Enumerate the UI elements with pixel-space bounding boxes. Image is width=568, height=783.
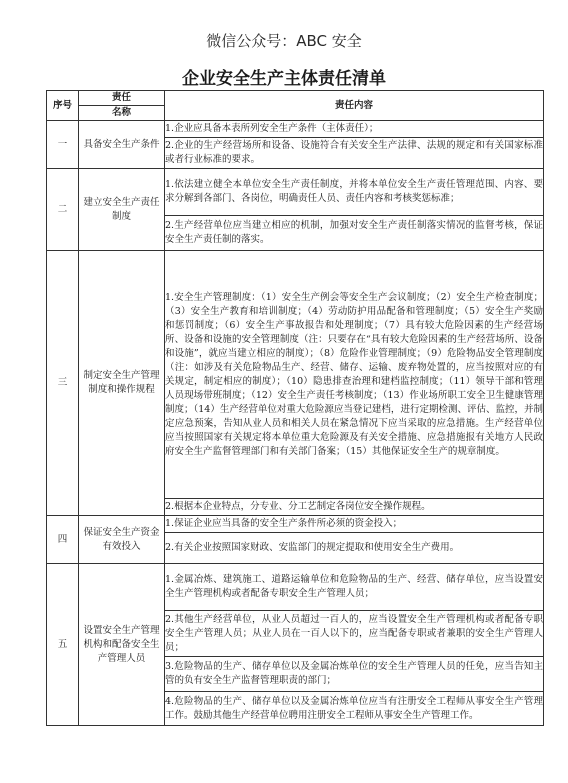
row-number: 二 bbox=[47, 169, 79, 251]
row-number: 三 bbox=[47, 251, 79, 516]
responsibility-item bbox=[165, 121, 544, 138]
responsibility-item-text: 4.危险物品的生产、储存单位以及金属冶炼单位应当有注册安全工程师从事安全生产管理工作。鼓励其他生产经营单位聘用注册安全工程师从事安全生产管理工作。 bbox=[165, 695, 543, 721]
responsibility-name: 设置安全生产管理机构和配备安全生产管理人员 bbox=[79, 564, 165, 726]
responsibility-item-text: 2.其他生产经营单位，从业人员超过一百人的，应当设置安全生产管理机构或者配备专职安全生产管理人员；从业人员在一百人以下的，应当配备专职或者兼职的安全生产管理人员； bbox=[165, 613, 543, 653]
responsibility-item bbox=[165, 251, 544, 499]
responsibility-item-text: 1.企业应具备本表所列安全生产条件（主体责任）； bbox=[165, 123, 379, 134]
responsibility-item-text: 3.危险物品的生产、储存单位以及金属冶炼单位的安全生产管理人员的任免，应当告知主管的负有安全生产监督管理职责的部门； bbox=[165, 661, 543, 686]
responsibility-table bbox=[46, 90, 544, 726]
responsibility-item-text: 2.有关企业按照国家财政、安监部门的规定提取和使用安全生产费用。 bbox=[165, 542, 460, 553]
row-number: 一 bbox=[47, 121, 79, 169]
header-content: 责任内容 bbox=[165, 91, 544, 121]
responsibility-item bbox=[165, 169, 544, 216]
document-title: 企业安全生产主体责任清单 bbox=[182, 69, 386, 89]
table-row bbox=[47, 169, 544, 216]
row-number: 四 bbox=[47, 516, 79, 564]
responsibility-item bbox=[165, 533, 544, 564]
responsibility-item bbox=[165, 657, 544, 692]
responsibility-name: 保证安全生产资金有效投入 bbox=[79, 516, 165, 564]
header-name: 名称 bbox=[79, 106, 165, 121]
responsibility-name: 具备安全生产条件 bbox=[79, 121, 165, 169]
responsibility-item-text: 1.保证企业应当具备的安全生产条件所必须的资金投入； bbox=[165, 518, 403, 529]
responsibility-item-text: 1.金属冶炼、建筑施工、道路运输单位和危险物品的生产、经营、储存单位，应当设置安全生产管理机构或者配备专职安全生产管理人员； bbox=[165, 574, 543, 599]
responsibility-item-text: 1.依法建立健全本单位安全生产责任制度，并将本单位安全生产责任管理范围、内容、要求分解到各部门、各岗位，明确责任人员、责任内容和考核奖惩标准； bbox=[165, 179, 543, 204]
table-row bbox=[47, 564, 544, 611]
header-number: 序号 bbox=[47, 91, 79, 121]
wechat-account-label: 微信公众号：ABC 安全 bbox=[206, 32, 362, 50]
header-responsibility: 责任 bbox=[79, 91, 165, 106]
responsibility-item bbox=[165, 516, 544, 533]
responsibility-item bbox=[165, 564, 544, 611]
responsibility-item bbox=[165, 216, 544, 251]
responsibility-item bbox=[165, 138, 544, 169]
row-number: 五 bbox=[47, 564, 79, 726]
responsibility-item-text: 2.根据本企业特点，分专业、分工艺制定各岗位安全操作规程。 bbox=[165, 501, 431, 512]
responsibility-item-text: 1.安全生产管理制度：（1）安全生产例会等安全生产会议制度；（2）安全生产检查制度；（3）安全生产教育和培训制度；（4）劳动防护用品配备和管理制度；（5）安全生产奖励和惩罚制度；（6）安全生产事故报告和处理制度；（7）具有较大危险因素的生产经营场所、设备和设施的安全管理制度（注：只要存在“具有较大危险因素的生产经营场所、设备和设施”，就应当建立相应的制度）；（8）危险作业管理制度；（9）危险物品安全管理制度（注：如涉及有关危险物品生产、经营、储存、运输、废弃物处置的，应当按照对应的有关规定，制定相应的制度）；（10）隐患排查治理和建档监控制度；（11）领导干部和管理人员现场带班制度；（12）安全生产责任考核制度；（13）作业场所职工安全卫生健康管理制度；（14）生产经营单位对重大危险源应当登记建档，进行定期检测、评估、监控，并制定应急预案，告知从业人员和相关人员在紧急情况下应当采取的应急措施。生产经营单位应当按照国家有关规定将本单位重大危险源及有关安全措施、应急措施报有关地方人民政府安全生产监督管理部门和有关部门备案；（15）其他保证安全生产的规章制度。 bbox=[165, 291, 543, 457]
responsibility-item bbox=[165, 692, 544, 726]
table-row bbox=[47, 121, 544, 138]
table-row bbox=[47, 516, 544, 533]
responsibility-item bbox=[165, 499, 544, 516]
responsibility-name: 建立安全生产责任制度 bbox=[79, 169, 165, 251]
table-row bbox=[47, 251, 544, 499]
responsibility-item-text: 2.企业的生产经营场所和设备、设施符合有关安全生产法律、法规的规定和有关国家标准或者行业标准的要求。 bbox=[165, 140, 543, 165]
responsibility-item-text: 2.生产经营单位应当建立相应的机制，加强对安全生产责任制落实情况的监督考核，保证安全生产责任制的落实。 bbox=[165, 220, 543, 245]
responsibility-name: 制定安全生产管理制度和操作规程 bbox=[79, 251, 165, 516]
responsibility-item bbox=[165, 611, 544, 657]
